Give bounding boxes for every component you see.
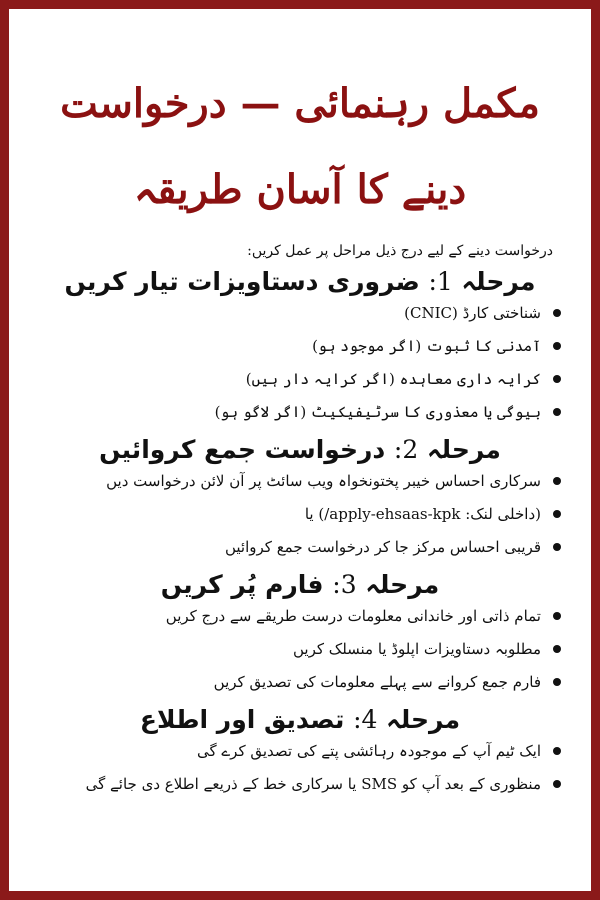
bullet-icon: [553, 747, 561, 755]
list-item: تمام ذاتی اور خاندانی معلومات درست طریقے سے درج کریں: [35, 606, 565, 626]
step-3-title: فارم پُر کریں: [160, 570, 324, 599]
step-1-title: ضروری دستاویزات تیار کریں: [64, 267, 420, 296]
page-title: مکمل رہنمائی — درخواست دینے کا آسان طریقہ: [60, 80, 540, 213]
step-2-number: 2:: [393, 435, 419, 464]
list-item: سرکاری احساس خیبر پختونخواہ ویب سائٹ پر آن لائن درخواست دیں: [35, 471, 565, 491]
list-item: مطلوبہ دستاویزات اپلوڈ یا منسلک کریں: [35, 639, 565, 659]
step-1-number: 1:: [428, 267, 453, 296]
step-1-label: مرحلہ: [461, 267, 536, 296]
step-1-list: [35, 303, 565, 422]
step-2-heading: [35, 435, 565, 465]
list-item: ایک ٹیم آپ کے موجودہ رہائشی پتے کی تصدیق کرے گی: [35, 741, 565, 761]
list-item: منظوری کے بعد آپ کو SMS یا سرکاری خط کے ذریعے اطلاع دی جائے گی: [35, 774, 565, 794]
step-3-label: مرحلہ: [365, 570, 440, 599]
bullet-icon: [553, 645, 561, 653]
step-3-list: [35, 606, 565, 692]
bullet-icon: [553, 408, 561, 416]
step-4-number: 4:: [353, 705, 378, 734]
step-4: [35, 705, 565, 794]
bullet-icon: [553, 510, 561, 518]
step-4-heading: [35, 705, 565, 735]
bullet-icon: [553, 678, 561, 686]
step-1: [35, 267, 565, 422]
bullet-icon: [553, 543, 561, 551]
step-2: [35, 435, 565, 557]
bullet-icon: [553, 612, 561, 620]
step-4-title: تصدیق اور اطلاع: [139, 705, 345, 734]
list-item: (داخلی لنک: apply-ehsaas-kpk/) یا: [35, 504, 565, 524]
list-item: فارم جمع کروانے سے پہلے معلومات کی تصدیق کریں: [35, 672, 565, 692]
list-item: بیوگی یا معذوری کا سرٹیفیکیٹ (اگر لاگو ہو): [35, 402, 565, 422]
poster-content: [35, 9, 565, 891]
step-3-number: 3:: [332, 570, 357, 599]
intro-text: درخواست دینے کے لیے درج ذیل مراحل پر عمل کریں:: [247, 243, 553, 259]
bullet-icon: [553, 375, 561, 383]
step-4-list: [35, 741, 565, 794]
list-item: آمدنی کا ثبوت (اگر موجود ہو): [35, 336, 565, 356]
step-2-title: درخواست جمع کروائیں: [99, 435, 386, 464]
list-item: شناختی کارڈ (CNIC): [35, 303, 565, 323]
step-3-heading: [35, 570, 565, 600]
step-4-label: مرحلہ: [386, 705, 461, 734]
list-item: قریبی احساس مرکز جا کر درخواست جمع کروائیں: [35, 537, 565, 557]
step-2-list: [35, 471, 565, 557]
step-3: [35, 570, 565, 692]
list-item: کرایہ داری معاہدہ (اگر کرایہ دار ہیں): [35, 369, 565, 389]
step-1-heading: [35, 267, 565, 297]
bullet-icon: [553, 342, 561, 350]
bullet-icon: [553, 309, 561, 317]
bullet-icon: [553, 477, 561, 485]
bullet-icon: [553, 780, 561, 788]
step-2-label: مرحلہ: [426, 435, 501, 464]
